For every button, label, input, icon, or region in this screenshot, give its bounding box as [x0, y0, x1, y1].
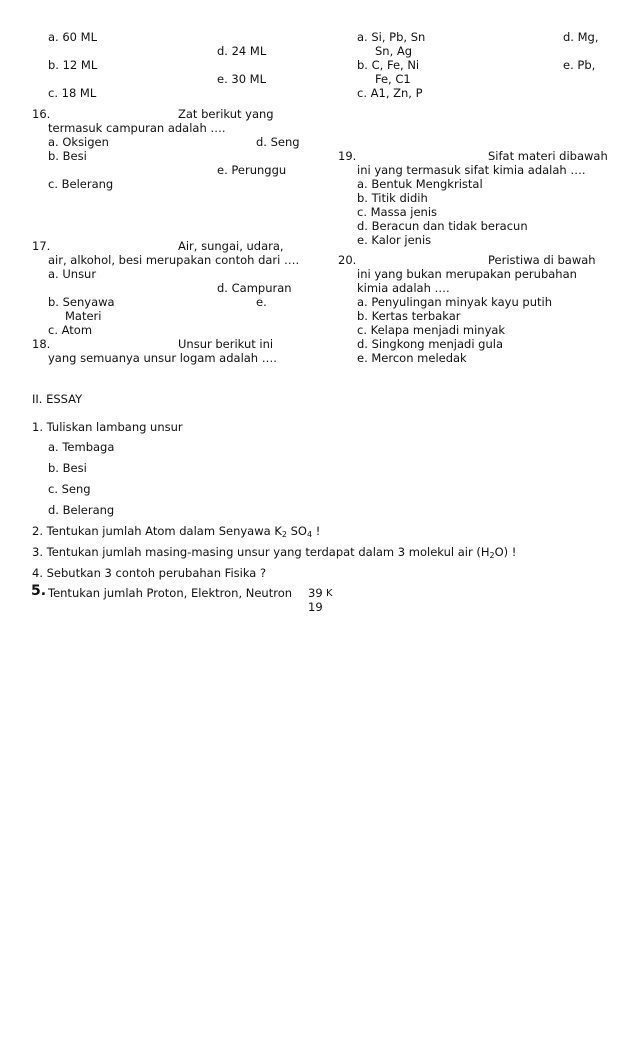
- q16-option-d: d. Seng: [256, 135, 300, 149]
- essay-q2-text: 2. Tentukan jumlah Atom dalam Senyawa K: [32, 524, 282, 538]
- essay-q2-subscript-1: 2: [281, 530, 287, 539]
- q16-option-b: b. Besi: [48, 149, 87, 163]
- essay-q1: 1. Tuliskan lambang unsur: [32, 420, 183, 434]
- q17-option-a: a. Unsur: [48, 267, 97, 281]
- q18-stem: Unsur berikut ini: [178, 337, 274, 351]
- q18-option-a: a. Si, Pb, Sn: [357, 30, 426, 44]
- q17-option-c: c. Atom: [48, 323, 93, 337]
- essay-q5-number: 5.: [31, 583, 47, 599]
- q19-option-b: b. Titik didih: [357, 191, 428, 205]
- q18-number: 18.: [32, 337, 51, 351]
- essay-q1-option-d: d. Belerang: [48, 503, 115, 517]
- essay-q2-subscript-2: 4: [306, 530, 313, 539]
- essay-q5-element-symbol: K: [326, 588, 333, 599]
- q19-stem-cont: ini yang termasuk sifat kimia adalah ….: [357, 163, 586, 177]
- q16-option-a: a. Oksigen: [48, 135, 109, 149]
- essay-q3-text: 3. Tentukan jumlah masing-masing unsur yang terdapat dalam 3 molekul air (H: [32, 545, 490, 559]
- q15-option-a: a. 60 ML: [48, 30, 97, 44]
- essay-q3-end: O) !: [494, 545, 517, 559]
- essay-q1-option-b: b. Besi: [48, 461, 87, 475]
- q18-option-b: b. C, Fe, Ni: [357, 58, 420, 72]
- q18-option-c: c. A1, Zn, P: [357, 86, 423, 100]
- q20-stem: Peristiwa di bawah: [488, 253, 596, 267]
- q17-option-e-cont: Materi: [65, 309, 102, 323]
- q19-option-c: c. Massa jenis: [357, 205, 438, 219]
- essay-heading: II. ESSAY: [32, 392, 83, 406]
- q16-stem-cont: termasuk campuran adalah ….: [48, 121, 226, 135]
- essay-q5-text: Tentukan jumlah Proton, Elektron, Neutron: [48, 586, 293, 600]
- q19-option-e: e. Kalor jenis: [357, 233, 432, 247]
- essay-q1-option-a: a. Tembaga: [48, 440, 115, 454]
- q15-option-e: e. 30 ML: [217, 72, 267, 86]
- q20-option-b: b. Kertas terbakar: [357, 309, 461, 323]
- essay-q5-atomic-number: 19: [308, 600, 323, 614]
- q19-number: 19.: [338, 149, 357, 163]
- essay-q2: [32, 524, 320, 542]
- q19-stem: Sifat materi dibawah: [488, 149, 608, 163]
- q20-stem-cont: ini yang bukan merupakan perubahan: [357, 267, 577, 281]
- q17-stem: Air, sungai, udara,: [178, 239, 284, 253]
- essay-q3: [32, 545, 516, 563]
- q20-option-e: e. Mercon meledak: [357, 351, 467, 365]
- q20-option-c: c. Kelapa menjadi minyak: [357, 323, 506, 337]
- q18-stem-cont: yang semuanya unsur logam adalah ….: [48, 351, 277, 365]
- essay-q3-subscript: 2: [489, 551, 495, 560]
- q20-number: 20.: [338, 253, 357, 267]
- q18-option-d: d. Mg,: [563, 30, 599, 44]
- q17-stem-cont: air, alkohol, besi merupakan contoh dari ….: [48, 253, 300, 267]
- q20-option-d: d. Singkong menjadi gula: [357, 337, 504, 351]
- q16-option-c: c. Belerang: [48, 177, 114, 191]
- essay-q1-option-c: c. Seng: [48, 482, 91, 496]
- essay-q2-end: !: [312, 524, 321, 538]
- q16-number: 16.: [32, 107, 51, 121]
- q17-option-e: e.: [256, 295, 267, 309]
- q15-option-d: d. 24 ML: [217, 44, 267, 58]
- q19-option-a: a. Bentuk Mengkristal: [357, 177, 483, 191]
- q19-option-d: d. Beracun dan tidak beracun: [357, 219, 528, 233]
- essay-q4: 4. Sebutkan 3 contoh perubahan Fisika ?: [32, 566, 267, 580]
- q15-option-c: c. 18 ML: [48, 86, 97, 100]
- q15-option-b: b. 12 ML: [48, 58, 98, 72]
- q20-stem-cont-2: kimia adalah ….: [357, 281, 450, 295]
- q17-option-d: d. Campuran: [217, 281, 292, 295]
- q20-option-a: a. Penyulingan minyak kayu putih: [357, 295, 553, 309]
- q16-option-e: e. Perunggu: [217, 163, 287, 177]
- q17-number: 17.: [32, 239, 51, 253]
- q17-option-b: b. Senyawa: [48, 295, 115, 309]
- q16-stem: Zat berikut yang: [178, 107, 274, 121]
- q18-option-a-cont: Sn, Ag: [375, 44, 413, 58]
- essay-q5-mass-number: 39: [308, 586, 323, 600]
- essay-q2-formula: SO: [286, 524, 307, 538]
- q18-option-b-cont: Fe, C1: [375, 72, 411, 86]
- q18-option-e: e. Pb,: [563, 58, 596, 72]
